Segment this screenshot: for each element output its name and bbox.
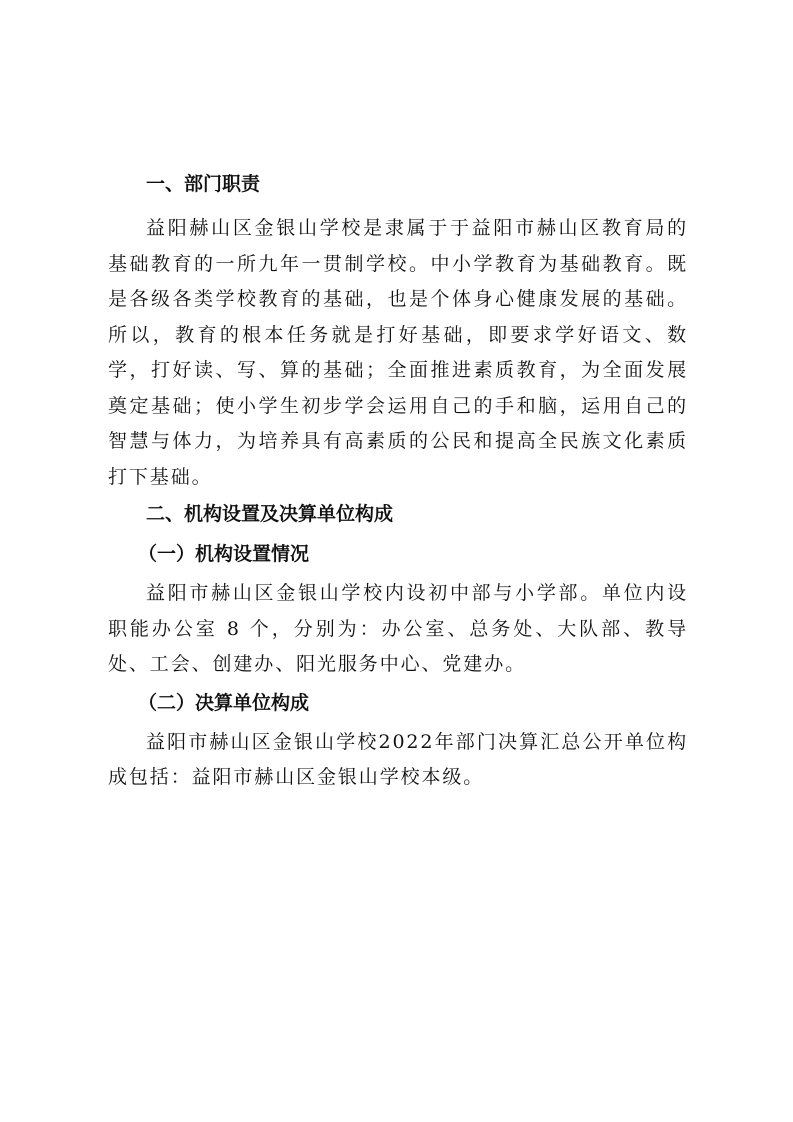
- subheading-organization-setup: （一）机构设置情况: [138, 543, 310, 565]
- subheading-accounting-units: （二）决算单位构成: [138, 691, 310, 714]
- section-heading-duties: 一、部门职责: [146, 173, 261, 195]
- organization-setup-paragraph: 益阳市赫山区金银山学校内设初中部与小学部。单位内设职能办公室 8 个，分别为：办公室、总务处、大队部、教导处、工会、创建办、阳光服务中心、党建办。: [108, 582, 688, 675]
- document-body: [108, 166, 688, 796]
- duties-paragraph: 益阳赫山区金银山学校是隶属于于益阳市赫山区教育局的基础教育的一所九年一贯制学校。中小学教育为基础教育。既是各级各类学校教育的基础，也是个体身心健康发展的基础。所以，教育的根本任务就是打好基础，即要求学好语文、数学，打好读、写、算的基础；全面推进素质教育，为全面发展奠定基础；使小学生初步学会运用自己的手和脑，运用自己的智慧与体力，为培养具有高素质的公民和提高全民族文化素质打下基础。: [108, 217, 688, 488]
- section-heading-organization: 二、机构设置及决算单位构成: [146, 503, 394, 525]
- accounting-units-paragraph: 益阳市赫山区金银山学校2022年部门决算汇总公开单位构成包括：益阳市赫山区金银山学校本级。: [108, 730, 688, 788]
